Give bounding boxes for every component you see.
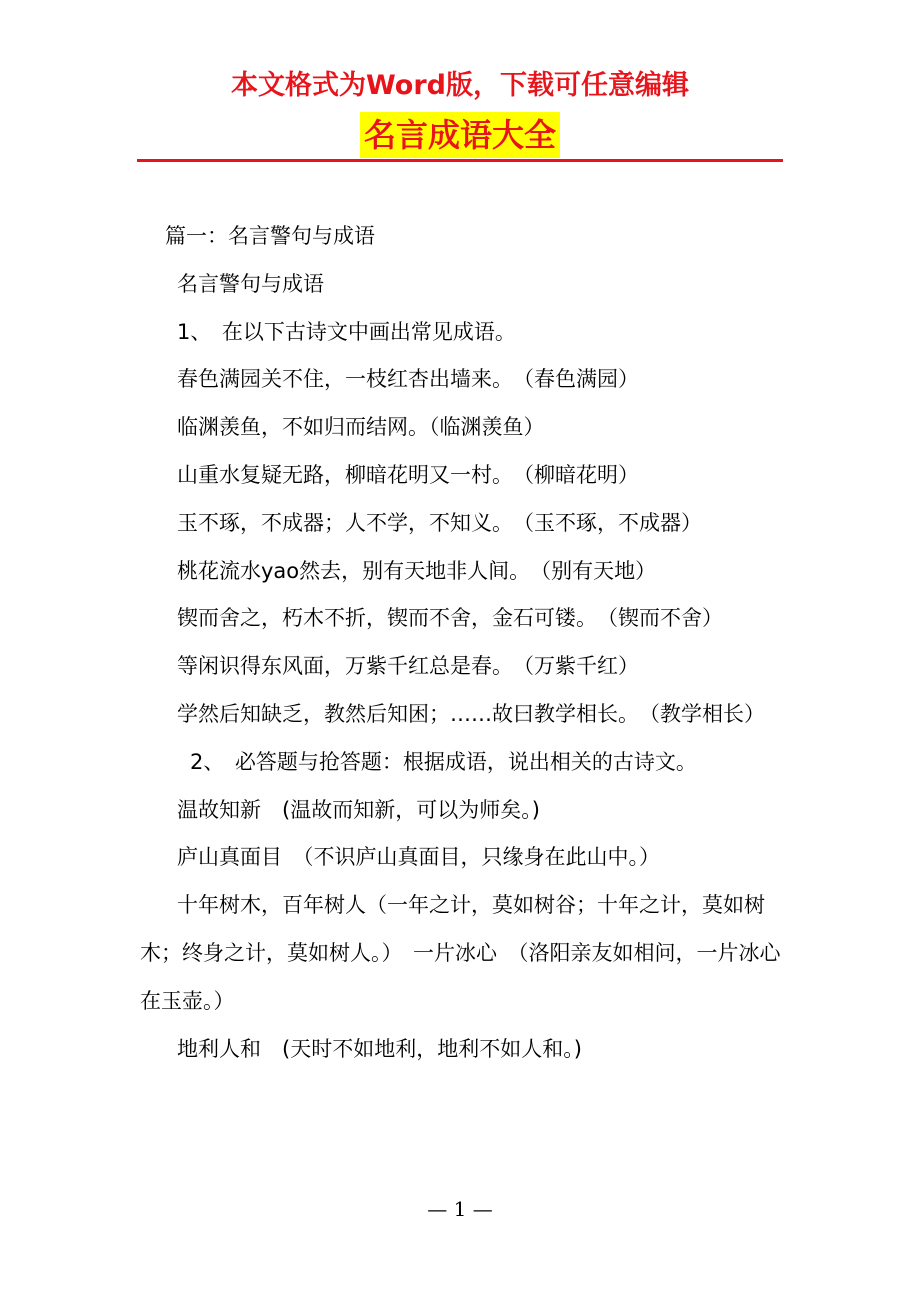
question-2: 2、 必答题与抢答题：根据成语，说出相关的古诗文。	[190, 749, 697, 774]
page-number: — 1 —	[427, 1197, 493, 1221]
text-line: 桃花流水yao然去，别有天地非人间。 （别有天地）	[177, 558, 657, 583]
section-heading: 篇一：名言警句与成语	[165, 224, 375, 248]
text-line: 春色满园关不住，一枝红杏出墙来。 （春色满园）	[177, 367, 639, 392]
text-line: 等闲识得东风面，万紫千红总是春。 （万紫千红）	[177, 654, 639, 679]
text-line: 温故知新 (温故而知新，可以为师矣。)	[177, 797, 540, 822]
text-line: 玉不琢，不成器；人不学，不知义。 （玉不琢，不成器）	[177, 510, 702, 535]
text-line: 庐山真面目 （不识庐山真面目，只缘身在此山中。）	[177, 845, 660, 870]
text-line: 地利人和 (天时不如地利，地利不如人和。)	[177, 1036, 582, 1061]
document-title: 名言成语大全	[360, 112, 560, 158]
document-banner: 本文格式为Word版，下载可任意编辑	[230, 70, 689, 101]
title-container	[0, 112, 920, 158]
text-line: 临渊羡鱼，不如归而结网。（临渊羡鱼）	[177, 415, 545, 440]
text-line: 十年树木，百年树人（一年之计，莫如树谷；十年之计，莫如树木；终身之计，莫如树人。） 一片冰心 （洛阳亲友如相问，一片冰心在玉壶。）	[140, 893, 781, 1013]
text-line: 学然后知缺乏，教然后知困；……故曰教学相长。 （教学相长）	[177, 701, 765, 726]
document-body	[140, 213, 790, 1073]
question-1: 1、 在以下古诗文中画出常见成语。	[177, 319, 516, 344]
text-line: 山重水复疑无路，柳暗花明又一村。 （柳暗花明）	[177, 462, 639, 487]
title-divider	[137, 159, 783, 162]
section-subheading: 名言警句与成语	[177, 271, 324, 296]
text-line: 锲而舍之，朽木不折，锲而不舍，金石可镂。 （锲而不舍）	[177, 606, 723, 631]
